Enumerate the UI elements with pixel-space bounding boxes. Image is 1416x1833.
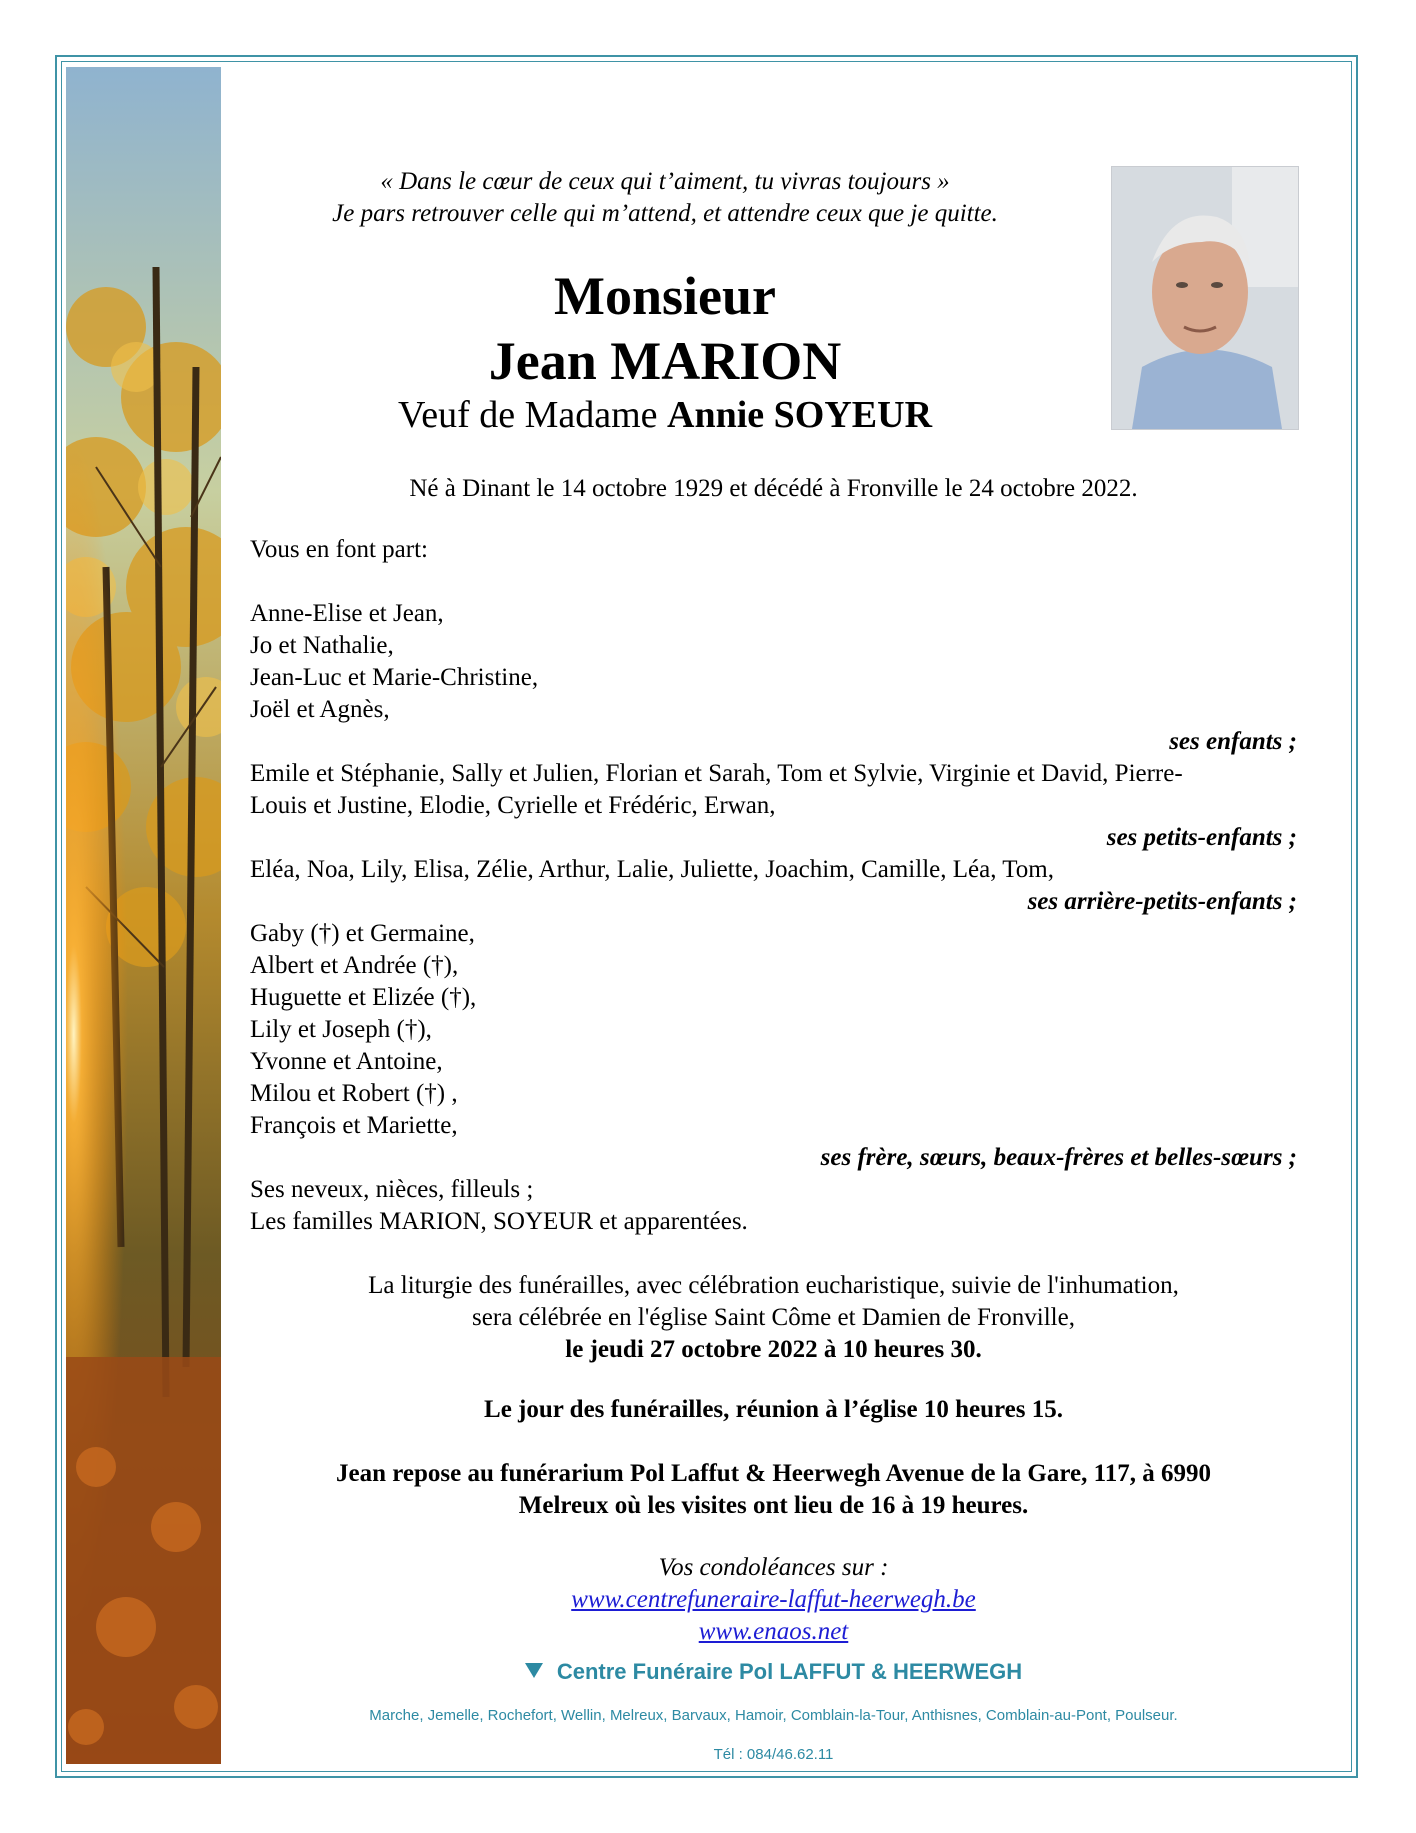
epigraph-quote (250, 166, 1080, 230)
widow-prefix: Veuf de Madame (397, 394, 668, 436)
sibling-item: Huguette et Elizée (†), (250, 984, 477, 1011)
others-item: Les familles MARION, SOYEUR et apparentées. (250, 1208, 748, 1235)
condolences-label: Vos condoléances sur : (658, 1554, 889, 1581)
condolences-link-enaos[interactable]: www.enaos.net (698, 1618, 849, 1645)
grandchildren-label: ses petits-enfants ; (1106, 824, 1297, 851)
portrait-photo (1111, 166, 1299, 430)
children-item: Jo et Nathalie, (250, 632, 394, 659)
ceremony-line-2: sera célébrée en l'église Saint Côme et Damien de Fronville, (472, 1304, 1075, 1331)
rest-line-2: Melreux où les visites ont lieu de 16 à 19 heures. (518, 1492, 1029, 1519)
siblings-label: ses frère, sœurs, beaux-frères et belles-sœurs ; (820, 1144, 1297, 1171)
birth-death-dates: Né à Dinant le 14 octobre 1929 et décédé à Fronville le 24 octobre 2022. (409, 475, 1138, 502)
widow-name: Annie SOYEUR (667, 394, 933, 436)
condolences-link-funeral-center[interactable]: www.centrefuneraire-laffut-heerwegh.be (571, 1586, 976, 1613)
triangle-down-icon (525, 1663, 543, 1678)
sibling-item: Yvonne et Antoine, (250, 1048, 443, 1075)
autumn-forest-image (66, 67, 221, 1764)
ceremony-line-1: La liturgie des funérailles, avec célébration eucharistique, suivie de l'inhumation, (368, 1272, 1179, 1299)
intro-text: Vous en font part: (250, 536, 428, 563)
company-name-text: Centre Funéraire Pol LAFFUT & HEERWEGH (556, 1659, 1023, 1684)
sibling-item: Albert et Andrée (†), (250, 952, 459, 979)
children-label: ses enfants ; (1169, 728, 1297, 755)
widow-line (250, 391, 1080, 439)
children-item: Anne-Elise et Jean, (250, 600, 444, 627)
deceased-name: Jean MARION (488, 331, 842, 391)
company-phone: Tél : 084/46.62.11 (713, 1746, 834, 1763)
rest-line-1: Jean repose au funérarium Pol Laffut & Heerwegh Avenue de la Gare, 117, à 6990 (336, 1460, 1211, 1487)
family-list (250, 598, 1297, 1238)
children-item: Jean-Luc et Marie-Christine, (250, 664, 539, 691)
meeting-info: Le jour des funérailles, réunion à l’église 10 heures 15. (484, 1396, 1063, 1423)
company-locations: Marche, Jemelle, Rochefort, Wellin, Melreux, Barvaux, Hamoir, Comblain-la-Tour, Anthisnes, Comblain-au-Pont, Poulseur. (369, 1707, 1178, 1724)
grandchildren-item: Emile et Stéphanie, Sally et Julien, Florian et Sarah, Tom et Sylvie, Virginie et David, Pierre- (250, 760, 1183, 787)
condolences-block (250, 1552, 1297, 1648)
rest-info (250, 1458, 1297, 1522)
quote-line-1: « Dans le cœur de ceux qui t’aiment, tu vivras toujours » (380, 168, 950, 195)
ceremony-info (250, 1270, 1297, 1366)
ceremony-date: le jeudi 27 octobre 2022 à 10 heures 30. (565, 1336, 982, 1363)
children-item: Joël et Agnès, (250, 696, 390, 723)
sibling-item: Milou et Robert (†) , (250, 1080, 458, 1107)
sibling-item: François et Mariette, (250, 1112, 458, 1139)
sibling-item: Lily et Joseph (†), (250, 1016, 432, 1043)
great-grandchildren-item: Eléa, Noa, Lily, Elisa, Zélie, Arthur, Lalie, Juliette, Joachim, Camille, Léa, Tom, (250, 856, 1054, 883)
deceased-title: Monsieur (554, 266, 776, 326)
others-item: Ses neveux, nièces, filleuls ; (250, 1176, 534, 1203)
sibling-item: Gaby (†) et Germaine, (250, 920, 475, 947)
great-grandchildren-label: ses arrière-petits-enfants ; (1027, 888, 1297, 915)
company-name (250, 1657, 1297, 1687)
quote-line-2: Je pars retrouver celle qui m’attend, et attendre ceux que je quitte. (332, 200, 998, 227)
grandchildren-item: Louis et Justine, Elodie, Cyrielle et Frédéric, Erwan, (250, 792, 776, 819)
